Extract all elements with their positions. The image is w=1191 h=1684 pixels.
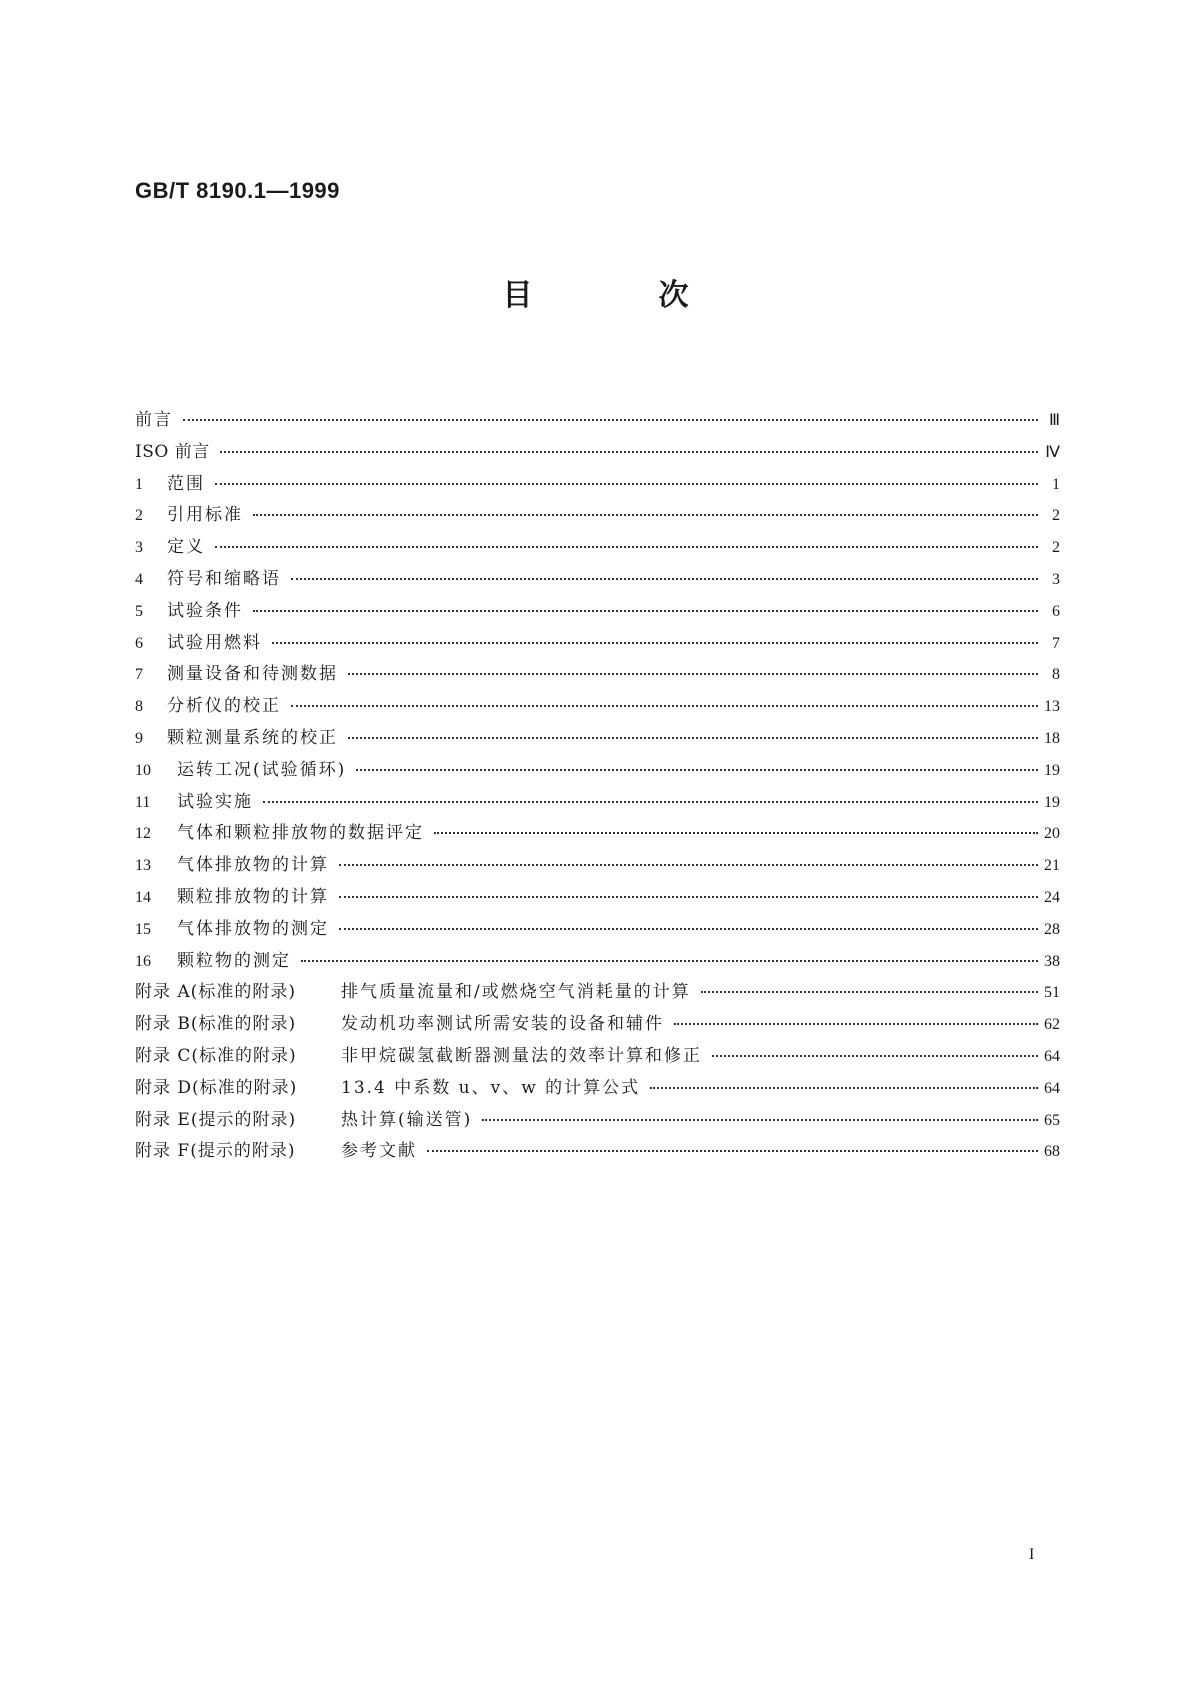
- toc-entry-section-14[interactable]: [135, 882, 1060, 914]
- page-title-char-2: 次: [658, 278, 689, 313]
- dot-leader: [253, 610, 1038, 612]
- toc-entry-section-4[interactable]: [135, 564, 1060, 596]
- toc-entry-number: 16: [135, 952, 151, 970]
- toc-entry-section-7[interactable]: [135, 659, 1060, 691]
- toc-entry-page: 13: [1044, 698, 1060, 716]
- toc-entry-section-9[interactable]: [135, 723, 1060, 755]
- toc-entry-page: 18: [1044, 729, 1060, 747]
- toc-entry-section-11[interactable]: [135, 787, 1060, 819]
- toc-entry-section-2[interactable]: [135, 500, 1060, 532]
- dot-leader: [701, 991, 1038, 993]
- toc-entry-page: 2: [1052, 539, 1060, 557]
- dot-leader: [215, 546, 1038, 548]
- toc-entry-appendix-c[interactable]: [135, 1041, 1060, 1073]
- toc-entry-number: 3: [135, 539, 143, 557]
- toc-entry-page: Ⅲ: [1048, 412, 1060, 429]
- toc-entry-title: 试验条件: [167, 600, 243, 621]
- toc-entry-page: 7: [1052, 634, 1060, 652]
- dot-leader: [301, 960, 1038, 962]
- toc-entry-page: 51: [1044, 984, 1060, 1002]
- toc-entry-page: 8: [1052, 666, 1060, 684]
- toc-entry-title: 分析仪的校正: [167, 696, 281, 717]
- toc-entry-page: 24: [1044, 888, 1060, 906]
- toc-entry-page: Ⅳ: [1045, 443, 1060, 461]
- toc-entry-page: 2: [1052, 507, 1060, 525]
- toc-entry-page: 64: [1044, 1047, 1060, 1065]
- toc-entry-number: 12: [135, 825, 151, 843]
- toc-entry-title: 前言: [135, 410, 173, 430]
- dot-leader: [183, 419, 1038, 421]
- dot-leader: [272, 642, 1038, 644]
- toc-entry-section-16[interactable]: [135, 946, 1060, 978]
- toc-entry-page: 21: [1044, 857, 1060, 875]
- page-title-char-1: 目: [502, 278, 533, 313]
- toc-entry-number: 13: [135, 857, 151, 875]
- toc-entry-title: 13.4 中系数 u、v、w 的计算公式: [341, 1077, 641, 1098]
- toc-entry-title: 气体排放物的测定: [177, 918, 329, 939]
- toc-entry-title: 气体和颗粒排放物的数据评定: [177, 823, 424, 844]
- appendix-prefix: 附录 D(标准的附录): [135, 1077, 298, 1098]
- table-of-contents: [135, 405, 1060, 1168]
- toc-entry-title: 排气质量流量和/或燃烧空气消耗量的计算: [341, 982, 691, 1003]
- toc-entry-appendix-d[interactable]: [135, 1073, 1060, 1105]
- toc-entry-page: 1: [1052, 475, 1060, 493]
- toc-entry-section-12[interactable]: [135, 818, 1060, 850]
- toc-entry-title: 定义: [167, 537, 205, 558]
- toc-entry-number: 7: [135, 666, 143, 684]
- toc-entry-title: 测量设备和待测数据: [167, 664, 338, 685]
- toc-entry-foreword[interactable]: [135, 405, 1060, 437]
- toc-entry-title: 试验实施: [177, 791, 253, 812]
- dot-leader: [215, 483, 1038, 485]
- toc-entry-page: 68: [1044, 1143, 1060, 1161]
- toc-entry-page: 62: [1044, 1016, 1060, 1034]
- toc-entry-page: 3: [1052, 570, 1060, 588]
- dot-leader: [220, 451, 1038, 453]
- toc-entry-title: 范围: [167, 473, 205, 494]
- toc-entry-number: 15: [135, 920, 151, 938]
- dot-leader: [348, 737, 1038, 739]
- toc-entry-number: 14: [135, 888, 151, 906]
- toc-entry-page: 64: [1044, 1079, 1060, 1097]
- toc-entry-appendix-a[interactable]: [135, 977, 1060, 1009]
- dot-leader: [348, 673, 1038, 675]
- standard-code: GB/T 8190.1—1999: [135, 178, 340, 203]
- toc-entry-title: 颗粒排放物的计算: [177, 886, 329, 907]
- appendix-prefix: 附录 B(标准的附录): [135, 1014, 297, 1035]
- toc-entry-page: 19: [1044, 761, 1060, 779]
- dot-leader: [253, 514, 1038, 516]
- toc-entry-page: 6: [1052, 602, 1060, 620]
- dot-leader: [427, 1150, 1038, 1152]
- toc-entry-section-6[interactable]: [135, 628, 1060, 660]
- toc-entry-appendix-f[interactable]: [135, 1136, 1060, 1168]
- toc-entry-title: 参考文献: [341, 1141, 417, 1162]
- toc-entry-section-15[interactable]: [135, 914, 1060, 946]
- toc-entry-title: 引用标准: [167, 505, 243, 526]
- toc-entry-number: 1: [135, 475, 143, 493]
- appendix-prefix: 附录 A(标准的附录): [135, 982, 296, 1003]
- toc-entry-section-10[interactable]: [135, 755, 1060, 787]
- dot-leader: [291, 705, 1038, 707]
- dot-leader: [291, 578, 1038, 580]
- toc-entry-number: 2: [135, 507, 143, 525]
- toc-entry-section-1[interactable]: [135, 469, 1060, 501]
- toc-entry-title: ISO 前言: [135, 441, 210, 462]
- dot-leader: [339, 928, 1038, 930]
- toc-entry-section-3[interactable]: [135, 532, 1060, 564]
- toc-entry-section-13[interactable]: [135, 850, 1060, 882]
- dot-leader: [650, 1087, 1038, 1089]
- dot-leader: [674, 1023, 1038, 1025]
- toc-entry-page: 28: [1044, 920, 1060, 938]
- toc-entry-title: 发动机功率测试所需安装的设备和辅件: [341, 1014, 664, 1035]
- appendix-prefix: 附录 F(提示的附录): [135, 1141, 296, 1162]
- toc-entry-title: 颗粒测量系统的校正: [167, 727, 338, 748]
- toc-entry-number: 4: [135, 570, 143, 588]
- toc-entry-appendix-b[interactable]: [135, 1009, 1060, 1041]
- toc-entry-number: 6: [135, 634, 143, 652]
- toc-entry-page: 20: [1044, 825, 1060, 843]
- dot-leader: [712, 1055, 1038, 1057]
- toc-entry-section-5[interactable]: [135, 596, 1060, 628]
- toc-entry-title: 热计算(输送管): [341, 1109, 473, 1130]
- toc-entry-number: 9: [135, 729, 143, 747]
- dot-leader: [339, 864, 1038, 866]
- toc-entry-title: 运转工况(试验循环): [177, 759, 347, 780]
- toc-entry-page: 38: [1044, 952, 1060, 970]
- page-title: [0, 270, 1191, 314]
- dot-leader: [482, 1119, 1038, 1121]
- toc-entry-number: 10: [135, 761, 151, 779]
- toc-entry-iso-foreword[interactable]: [135, 437, 1060, 469]
- toc-entry-title: 颗粒物的测定: [177, 950, 291, 971]
- dot-leader: [263, 801, 1038, 803]
- toc-entry-title: 符号和缩略语: [167, 568, 281, 589]
- toc-entry-section-8[interactable]: [135, 691, 1060, 723]
- appendix-prefix: 附录 E(提示的附录): [135, 1109, 297, 1130]
- dot-leader: [434, 832, 1038, 834]
- toc-entry-appendix-e[interactable]: [135, 1105, 1060, 1137]
- toc-entry-page: 65: [1044, 1111, 1060, 1129]
- page-number: I: [1029, 1546, 1035, 1563]
- toc-entry-number: 8: [135, 698, 143, 716]
- toc-entry-title: 气体排放物的计算: [177, 855, 329, 876]
- toc-entry-number: 11: [135, 793, 151, 811]
- toc-entry-page: 19: [1044, 793, 1060, 811]
- dot-leader: [356, 769, 1038, 771]
- toc-entry-number: 5: [135, 602, 143, 620]
- toc-entry-title: 试验用燃料: [167, 632, 262, 653]
- dot-leader: [339, 896, 1038, 898]
- appendix-prefix: 附录 C(标准的附录): [135, 1045, 297, 1066]
- toc-entry-title: 非甲烷碳氢截断器测量法的效率计算和修正: [341, 1045, 702, 1066]
